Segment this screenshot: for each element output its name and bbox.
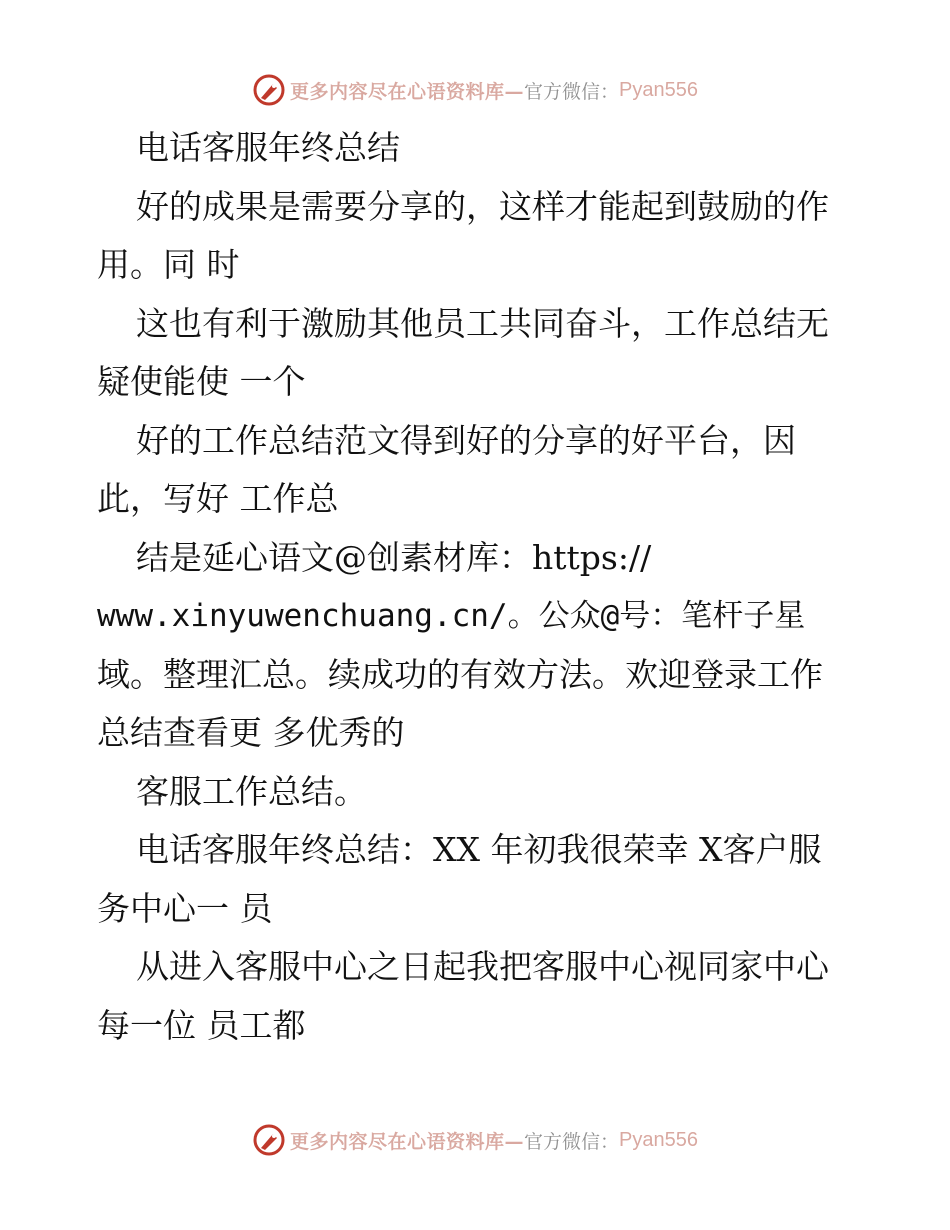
text-line: 电话客服年终总结：XX 年初我很荣幸 X客户服 bbox=[136, 830, 822, 869]
text-line: 总结查看更 多优秀的 bbox=[97, 713, 405, 752]
text-line: 客服工作总结。 bbox=[136, 771, 367, 811]
text-line: 每一位 员工都 bbox=[97, 1005, 306, 1045]
header-watermark bbox=[0, 70, 950, 110]
watermark-wechat-id: Pyan556 bbox=[619, 1128, 698, 1151]
document-title: 电话客服年终总结 bbox=[136, 128, 400, 167]
text-line: 结是延心语文@创素材库：https:// bbox=[136, 537, 652, 577]
text-line: 好的成果是需要分享的，这样才能起到鼓励的作 bbox=[136, 186, 829, 226]
watermark-brand-text: 更多内容尽在心语资料库— bbox=[290, 1130, 525, 1153]
text-line: 好的工作总结范文得到好的分享的好平台，因 bbox=[136, 420, 796, 460]
text-line: 域。整理汇总。续成功的有效方法。欢迎登录工作 bbox=[97, 654, 823, 694]
text-line: 从进入客服中心之日起我把客服中心视同家中心 bbox=[136, 947, 829, 986]
text-line: www.xinyuwenchuang.cn/。公众@号：笔杆子星 bbox=[97, 598, 806, 634]
text-line: 此，写好 工作总 bbox=[97, 479, 339, 518]
pen-nib-circle-icon bbox=[252, 73, 286, 107]
pen-nib-circle-icon bbox=[252, 1123, 286, 1157]
text-line: 务中心一 员 bbox=[97, 888, 273, 928]
watermark-wechat-id: Pyan556 bbox=[619, 78, 698, 101]
text-line: 疑使能使 一个 bbox=[97, 362, 306, 401]
text-line: 这也有利于激励其他员工共同奋斗，工作总结无 bbox=[136, 303, 829, 343]
watermark-brand-text: 更多内容尽在心语资料库— bbox=[290, 80, 525, 103]
text-line: 用。同 时 bbox=[97, 245, 240, 284]
footer-watermark bbox=[0, 1120, 950, 1160]
watermark-wechat-label: 官方微信： bbox=[524, 1130, 620, 1153]
document-body bbox=[97, 119, 857, 1055]
watermark-wechat-label: 官方微信： bbox=[524, 80, 620, 103]
